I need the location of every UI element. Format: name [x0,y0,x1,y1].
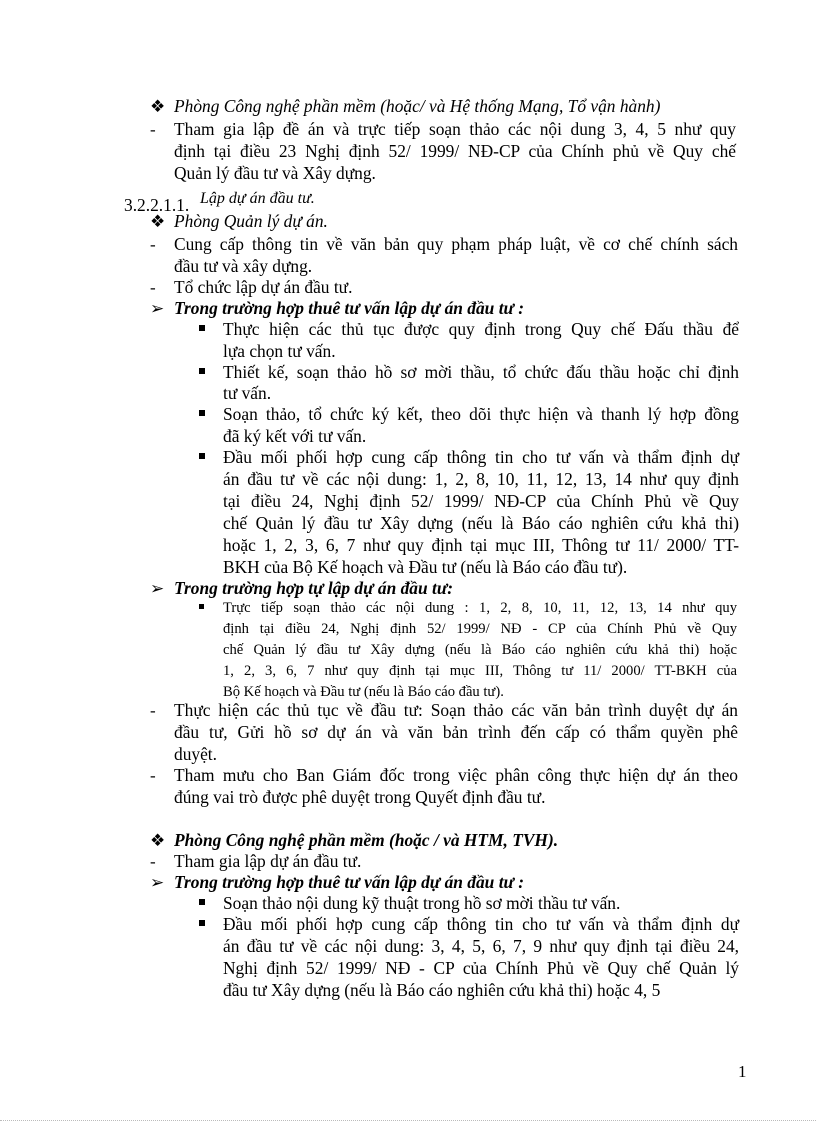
paragraph-line: đã ký kết với tư vấn. [223,426,367,446]
paragraph-line: chế Quản lý đầu tư Xây dựng (nếu là Báo cáo nghiên cứu khả thi) hoặc [223,642,737,658]
square-bullet-icon [199,325,205,331]
dash-bullet-icon: - [150,120,156,139]
paragraph-line: chế Quản lý đầu tư Xây dựng (nếu là Báo cáo nghiên cứu khả thi) [223,513,739,533]
paragraph-line: Tham mưu cho Ban Giám đốc trong việc phân công thực hiện dự án theo [174,765,738,785]
subheading-self-prepare: Trong trường hợp tự lập dự án đầu tư: [174,578,454,598]
paragraph-line: Đầu mối phối hợp cung cấp thông tin cho tư vấn và thẩm định dự [223,914,739,934]
paragraph-line: Tham gia lập dự án đầu tư. [174,851,362,871]
dash-bullet-icon: - [150,852,156,871]
paragraph-line: Cung cấp thông tin về văn bản quy phạm pháp luật, về cơ chế chính sách [174,234,738,254]
dash-bullet-icon: - [150,766,156,785]
paragraph-line: đầu tư, Gửi hồ sơ dự án và văn bản trình đến cấp có thẩm quyền phê [174,722,738,742]
paragraph-line: tư vấn. [223,383,272,403]
paragraph-line: đầu tư Xây dựng (nếu là Báo cáo nghiên cứu khả thi) hoặc 4, 5 [223,980,661,1000]
paragraph-line: BKH của Bộ Kế hoạch và Đầu tư (nếu là Báo cáo đầu tư). [223,557,628,577]
square-bullet-icon [199,410,205,416]
paragraph-line: án đầu tư về các nội dung: 1, 2, 8, 10, 11, 12, 13, 14 như quy định [223,469,739,489]
diamond-bullet-icon: ❖ [150,831,166,850]
paragraph-line: hoặc 1, 2, 3, 6, 7 như quy định tại mục III, Thông tư 11/ 2000/ TT- [223,535,739,555]
paragraph-line: Tổ chức lập dự án đầu tư. [174,277,353,297]
square-bullet-icon [199,899,205,905]
paragraph-line: Đầu mối phối hợp cung cấp thông tin cho tư vấn và thẩm định dự [223,447,739,467]
paragraph-line: Thực hiện các thủ tục về đầu tư: Soạn thảo các văn bản trình duyệt dự án [174,700,738,720]
diamond-bullet-icon: ❖ [150,212,166,231]
paragraph-line: duyệt. [174,744,217,764]
paragraph-line: án đầu tư về các nội dung: 3, 4, 5, 6, 7, 9 như quy định tại điều 24, [223,936,739,956]
paragraph-line: Thực hiện các thủ tục được quy định trong Quy chế Đấu thầu để [223,319,739,339]
dash-bullet-icon: - [150,701,156,720]
arrow-bullet-icon: ➢ [150,873,165,892]
section-number: 3.2.2.1.1. [124,195,190,215]
square-bullet-icon [199,920,205,926]
paragraph-line: định tại điều 23 Nghị định 52/ 1999/ NĐ-CP của Chính phủ về Quy chế [174,141,736,161]
page-bottom-border [0,1120,816,1121]
paragraph-line: đúng vai trò được phê duyệt trong Quyết định đầu tư. [174,787,546,807]
heading-software-dept-htm: Phòng Công nghệ phần mềm (hoặc / và HTM, TVH). [174,830,559,850]
paragraph-line: định tại điều 24, Nghị định 52/ 1999/ NĐ - CP của Chính Phủ về Quy [223,621,737,637]
diamond-bullet-icon: ❖ [150,97,166,116]
page-number: 1 [738,1062,747,1081]
square-bullet-icon [199,453,205,459]
arrow-bullet-icon: ➢ [150,579,165,598]
paragraph-line: đầu tư và xây dựng. [174,256,313,276]
dash-bullet-icon: - [150,278,156,297]
heading-software-dept: Phòng Công nghệ phần mềm (hoặc/ và Hệ thống Mạng, Tổ vận hành) [174,96,661,116]
paragraph-line: Thiết kế, soạn thảo hồ sơ mời thầu, tổ chức đấu thầu hoặc chỉ định [223,362,739,382]
paragraph-line: Tham gia lập đề án và trực tiếp soạn thảo các nội dung 3, 4, 5 như quy [174,119,736,139]
subheading-hire-consultant: Trong trường hợp thuê tư vấn lập dự án đầu tư : [174,298,525,318]
paragraph-line: Bộ Kế hoạch và Đầu tư (nếu là Báo cáo đầu tư). [223,684,504,700]
section-title: Lập dự án đầu tư. [200,190,315,207]
paragraph-line: Soạn thảo nội dung kỹ thuật trong hồ sơ mời thầu tư vấn. [223,893,621,913]
paragraph-line: 1, 2, 3, 6, 7 như quy định tại mục III, Thông tư 11/ 2000/ TT-BKH của [223,663,737,679]
subheading-hire-consultant-2: Trong trường hợp thuê tư vấn lập dự án đầu tư : [174,872,525,892]
paragraph-line: Soạn thảo, tổ chức ký kết, theo dõi thực hiện và thanh lý hợp đồng [223,404,739,424]
paragraph-line: lựa chọn tư vấn. [223,341,336,361]
square-bullet-icon [199,368,205,374]
square-bullet-icon [199,604,204,609]
arrow-bullet-icon: ➢ [150,299,165,318]
paragraph-line: Nghị định 52/ 1999/ NĐ - CP của Chính Phủ về Quy chế Quản lý [223,958,739,978]
paragraph-line: tại điều 24, Nghị định 52/ 1999/ NĐ-CP của Chính Phủ về Quy [223,491,739,511]
heading-project-dept: Phòng Quản lý dự án. [174,211,328,231]
paragraph-line: Trực tiếp soạn thảo các nội dung : 1, 2, 8, 10, 11, 12, 13, 14 như quy [223,600,737,616]
paragraph-line: Quản lý đầu tư và Xây dựng. [174,163,376,183]
dash-bullet-icon: - [150,235,156,254]
